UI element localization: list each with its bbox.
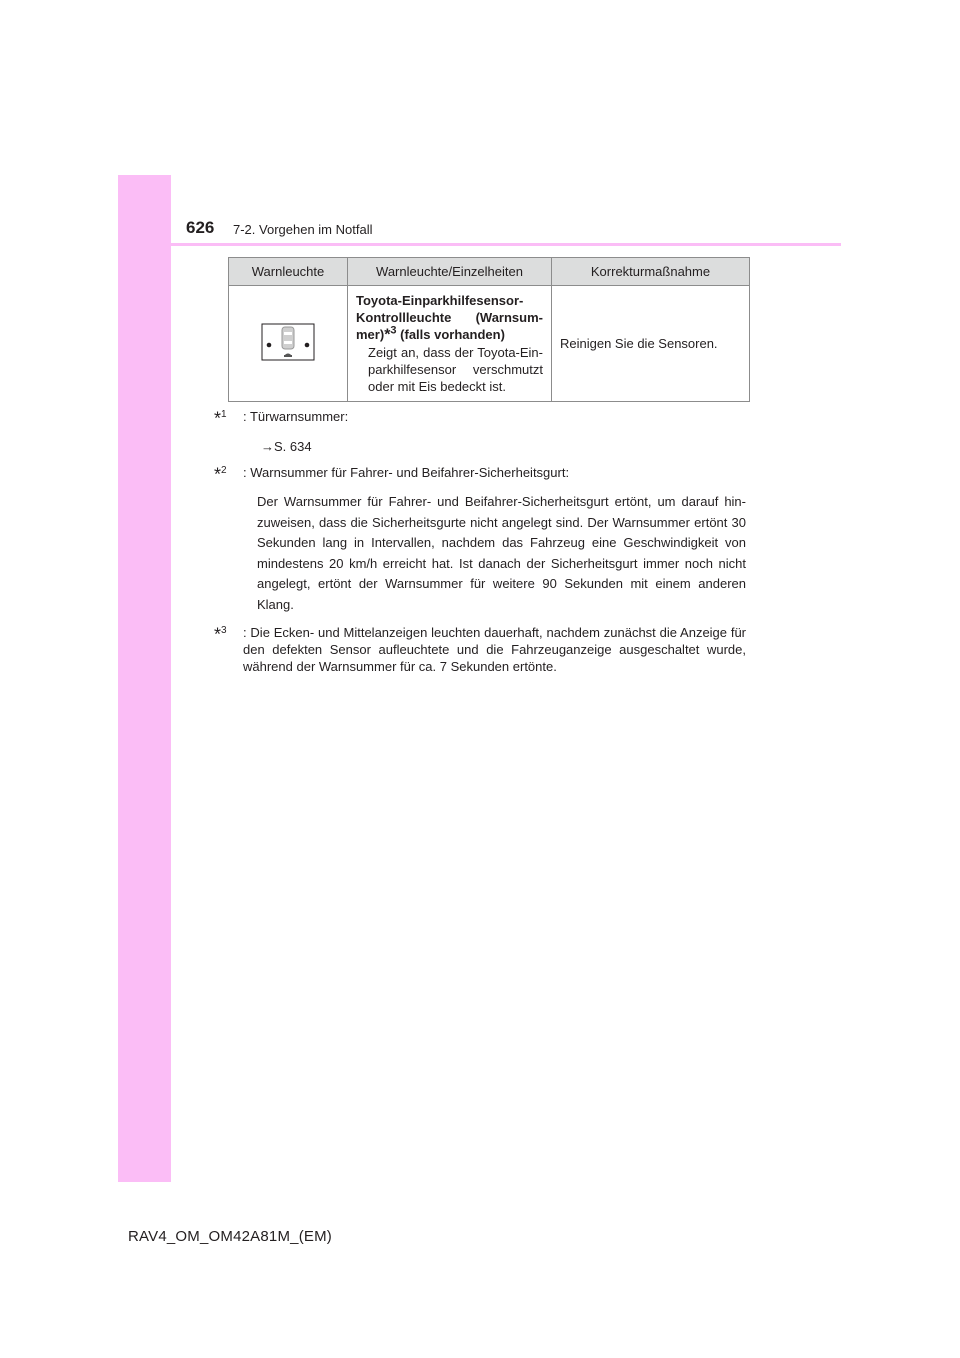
header-rule [118, 243, 841, 246]
footnote-2 [214, 464, 746, 615]
warning-light-table [228, 257, 750, 402]
section-title: 7-2. Vorgehen im Notfall [233, 222, 373, 237]
footnote-2-label: : Warnsummer für Fahrer- und Beifahrer-Sicherheitsgurt: [243, 465, 570, 480]
footnote-marker-star: * [384, 326, 391, 344]
detail-title-text: Toyota-Einparkhilfesensor-Kontrollleuchte (Warnsum-mer) [356, 293, 543, 342]
arrow-right-icon: → [261, 439, 274, 454]
footer-document-code: RAV4_OM_OM42A81M_(EM) [128, 1228, 332, 1245]
footnote-1 [214, 408, 746, 455]
sidebar-tab [118, 175, 171, 1182]
column-header-action: Korrekturmaßnahme [552, 258, 750, 286]
footnote-2-text: Der Warnsummer für Fahrer- und Beifahrer-Sicherheitsgurt ertönt, um darauf hin-zuweisen, dass die Sicherheitsgurte nicht angelegt sind. Der Warnsummer ertönt 30 Sekunden lang in Intervallen, nachdem das Fahrzeug eine Geschwindigkeit von mindestens 20 km/h erreicht hat. Ist danach der Sicherheitsgurt immer noch nicht angelegt, ertönt der Warnsummer für weitere 90 Sekunden mit einem anderen Klang. [257, 494, 746, 612]
footnote-3 [214, 624, 746, 675]
footnote-1-marker: *$^1$ [214, 408, 227, 429]
parking-sensor-warning-icon [261, 323, 315, 361]
detail-description: Zeigt an, dass der Toyota-Ein-parkhilfesensor verschmutzt oder mit Eis bedeckt ist. [368, 345, 543, 394]
table-header-row [229, 258, 750, 286]
footnote-3-marker: *$^3$ [214, 624, 227, 645]
footnote-3-text: : Die Ecken- und Mittelanzeigen leuchten dauerhaft, nachdem zunächst die Anzeige für den defekten Sensor aufleuchtete und die Fahrzeuganzeige ausgeschaltet wurde, während der Warnsummer für ca. 7 Sekunden ertönte. [243, 625, 746, 674]
detail-title-suffix: (falls vorhanden) [396, 327, 505, 342]
column-header-details: Warnleuchte/Einzelheiten [348, 258, 552, 286]
footnote-2-marker: *$^2$ [214, 464, 227, 485]
action-cell: Reinigen Sie die Sensoren. [552, 286, 750, 402]
warning-light-cell [229, 286, 348, 402]
page-number: 626 [186, 218, 215, 237]
footnote-marker-number: 3 [390, 324, 397, 337]
footnote-1-reference [243, 438, 746, 455]
footnotes [214, 408, 746, 684]
detail-title [356, 292, 543, 343]
footnote-1-label: : Türwarnsummer: [243, 409, 349, 424]
page-reference-link[interactable]: S. 634 [274, 439, 312, 454]
column-header-warning-light: Warnleuchte [229, 258, 348, 286]
table-row [229, 286, 750, 402]
details-cell [348, 286, 552, 402]
